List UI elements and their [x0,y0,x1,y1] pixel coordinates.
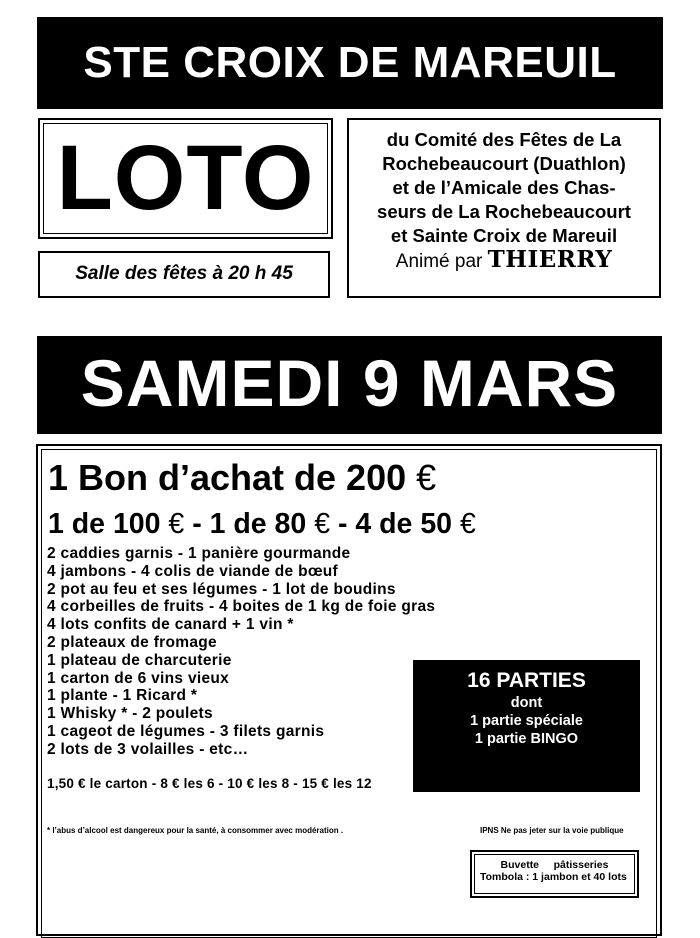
organizer-line: du Comité des Fêtes de La [386,129,622,150]
alcohol-warning: * l’abus d’alcool est dangereux pour la santé, à consommer avec modération . [47,826,344,835]
secondary-prize: 4 de 50 [355,508,453,540]
euro-symbol: € [168,508,185,540]
prize-item: 1 plateau de charcuterie [47,651,232,669]
prize-item: 4 lots confits de canard + 1 vin * [47,616,294,634]
secondary-prizes [48,510,476,539]
prize-item: 2 caddies garnis - 1 panière gourmande [47,545,351,562]
town-title: STE CROIX DE MAREUIL [83,38,617,87]
main-prize-text: 1 Bon d’achat de 200 [48,457,407,498]
euro-symbol: € [314,508,331,540]
ipns-note: IPNS Ne pas jeter sur la voie publique [480,826,624,835]
prize-item: 4 corbeilles de fruits - 4 boites de 1 kg de foie gras [47,598,436,616]
organizer-line: Rochebeaucourt (Duathlon) [382,153,626,174]
prize-item: 1 plante - 1 Ricard * [47,687,198,705]
secondary-prize: 1 de 80 [209,508,307,540]
host-line [349,246,659,273]
refreshments-line: Buvette pâtisseries [500,859,609,871]
euro-symbol: € [416,457,437,498]
host-name: THIERRY [487,246,613,273]
prize-item: 1 carton de 6 vins vieux [47,669,230,687]
games-line: dont [510,695,543,711]
tombola-line: Tombola : 1 jambon et 40 lots [480,871,627,883]
secondary-prize: 1 de 100 [48,508,161,540]
games-box [413,660,640,792]
loto-box [38,118,333,239]
games-line: 1 partie BINGO [474,731,579,747]
refreshments-box [470,850,639,898]
event-date: SAMEDI 9 MARS [80,346,619,420]
prize-list [47,545,435,759]
prize-separator: - [330,508,356,540]
loto-inner-frame [43,123,328,234]
host-prefix: Animé par [395,251,483,272]
venue-box [38,251,330,298]
prize-separator: - [184,508,210,540]
games-line: 1 partie spéciale [470,713,583,729]
organizers-text [353,128,655,248]
games-title: 16 PARTIES [467,669,586,692]
card-pricing: 1,50 € le carton - 8 € les 6 - 10 € les 8 - 15 € les 12 [47,776,372,791]
organizers-box [347,118,661,298]
organizer-line: et de l’Amicale des Chas- [392,177,616,198]
prize-item: 4 jambons - 4 colis de viande de bœuf [47,562,339,580]
prize-item: 2 plateaux de fromage [47,633,217,651]
organizer-line: seurs de La Rochebeaucourt [377,201,631,222]
organizer-line: et Sainte Croix de Mareuil [390,225,618,246]
event-title: LOTO [56,127,315,229]
euro-symbol: € [459,508,476,540]
venue-time: Salle des fêtes à 20 h 45 [75,263,293,284]
prize-item: 2 lots de 3 volailles - etc… [47,740,249,758]
main-prize [48,457,437,498]
prize-item: 2 pot au feu et ses légumes - 1 lot de boudins [47,580,396,598]
town-banner [37,17,663,109]
prize-item: 1 cageot de légumes - 3 filets garnis [47,722,325,740]
date-banner [37,336,662,434]
refreshments-inner-frame [474,854,635,894]
prize-item: 1 Whisky * - 2 poulets [47,705,213,723]
